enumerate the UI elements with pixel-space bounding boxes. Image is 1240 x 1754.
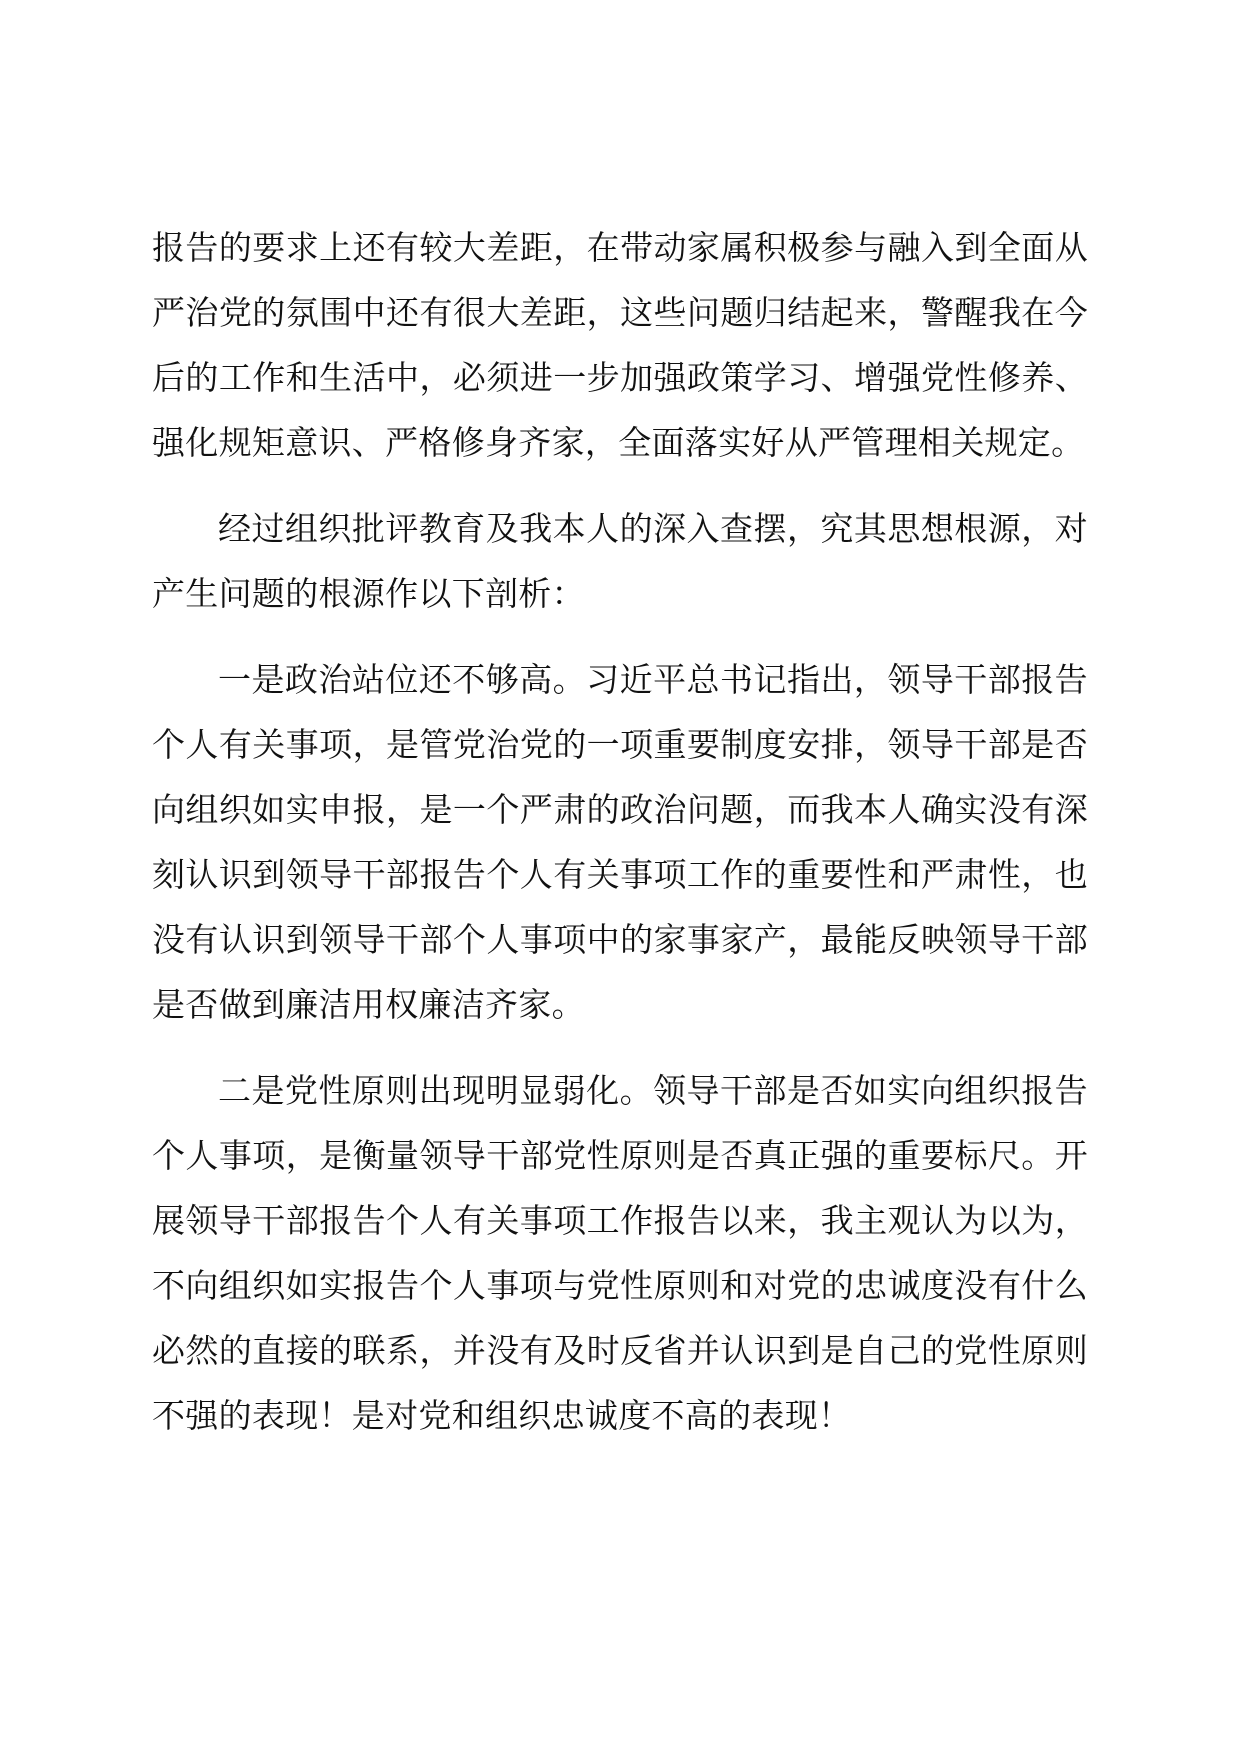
document-body — [152, 215, 1088, 1448]
paragraph-4: 二是党性原则出现明显弱化。领导干部是否如实向组织报告个人事项，是衡量领导干部党性原则是否真正强的重要标尺。开展领导干部报告个人有关事项工作报告以来，我主观认为以为，不向组织如实报告个人事项与党性原则和对党的忠诚度没有什么必然的直接的联系，并没有及时反省并认识到是自己的党性原则不强的表现！是对党和组织忠诚度不高的表现！ — [152, 1071, 1088, 1435]
paragraph-3: 一是政治站位还不够高。习近平总书记指出，领导干部报告个人有关事项，是管党治党的一项重要制度安排，领导干部是否向组织如实申报，是一个严肃的政治问题，而我本人确实没有深刻认识到领导干部报告个人有关事项工作的重要性和严肃性，也没有认识到领导干部个人事项中的家事家产，最能反映领导干部是否做到廉洁用权廉洁齐家。 — [152, 660, 1088, 1024]
paragraph-1: 报告的要求上还有较大差距，在带动家属积极参与融入到全面从严治党的氛围中还有很大差距，这些问题归结起来，警醒我在今后的工作和生活中，必须进一步加强政策学习、增强党性修养、强化规矩意识、严格修身齐家，全面落实好从严管理相关规定。 — [152, 228, 1088, 462]
paragraph-2: 经过组织批评教育及我本人的深入查摆，究其思想根源，对产生问题的根源作以下剖析： — [152, 509, 1088, 613]
